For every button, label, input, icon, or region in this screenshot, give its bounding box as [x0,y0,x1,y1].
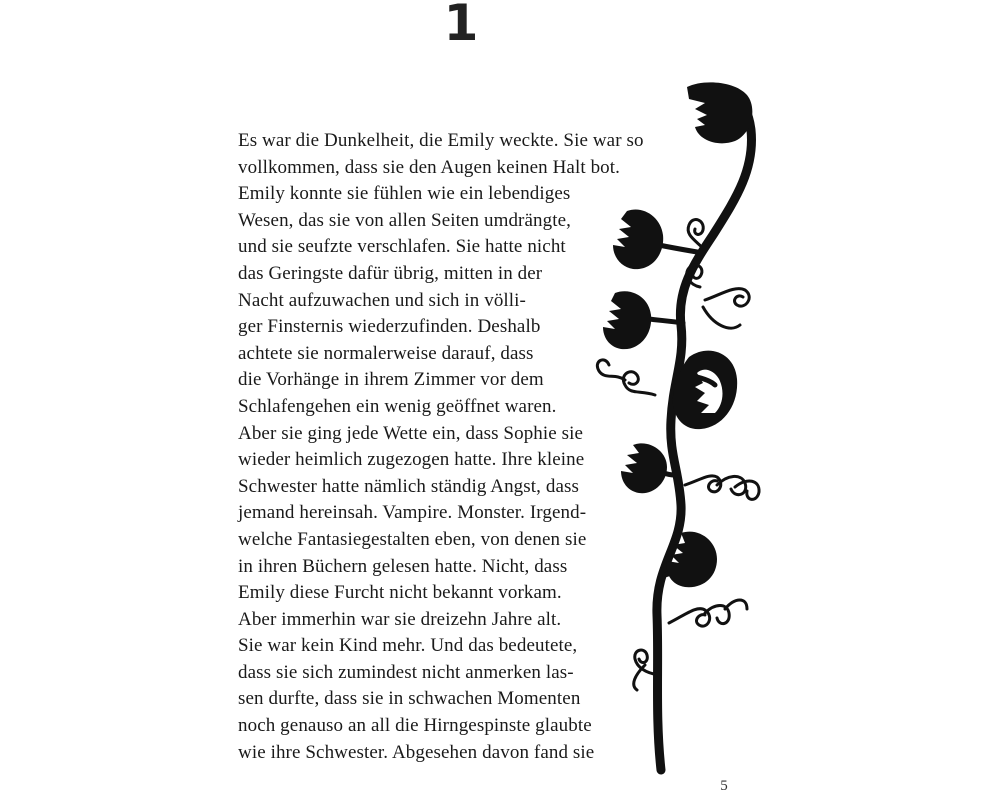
text-line: Aber sie ging jede Wette ein, dass Sophie sie [238,422,584,444]
text-line: Aber immerhin war sie dreizehn Jahre alt. [238,608,562,630]
text-line: Sie war kein Kind mehr. Und das bedeutete, [238,635,578,657]
tendril-curl [705,289,749,306]
text-line: das Geringste dafür übrig, mitten in der [238,262,543,284]
tendril-curl [669,609,710,626]
fanged-pod [687,82,752,143]
text-line: in ihren Büchern gelesen hatte. Nicht, dass [238,555,568,577]
text-line: die Vorhänge in ihrem Zimmer vor dem [238,369,544,391]
text-line: achtete sie normalerweise darauf, dass [238,342,534,364]
fanged-pod [613,209,663,269]
text-line: jemand hereinsah. Vampire. Monster. Irgend- [238,502,587,524]
text-line: ger Finsternis wiederzufinden. Deshalb [238,316,541,338]
vine-stem [657,99,752,770]
tendril-curl [735,481,759,499]
text-line: wieder heimlich zugezogen hatte. Ihre kleine [238,449,585,471]
text-line: Emily diese Furcht nicht bekannt vorkam. [238,582,562,604]
text-line: sen durfte, dass sie in schwachen Momenten [238,688,581,710]
text-line: Es war die Dunkelheit, die Emily weckte. Sie war so [238,130,644,151]
text-line: Schlafengehen ein wenig geöffnet waren. [238,395,557,417]
text-line: noch genauso an all die Hirngespinste glaubte [238,715,592,737]
text-line: Wesen, das sie von allen Seiten umdrängte, [238,209,571,231]
fanged-pod [603,291,651,349]
text-line: vollkommen, dass sie den Augen keinen Halt bot. [238,156,620,178]
tendril-curl [703,307,740,328]
fanged-pod [621,443,667,493]
text-line: wie ihre Schwester. Abgesehen davon fand sie [238,741,595,763]
tendril-curl [597,360,625,380]
text-line: Schwester hatte nämlich ständig Angst, dass [238,475,579,497]
text-line: Nacht aufzuwachen und sich in völli- [238,289,526,311]
carnivorous-vine-illustration [585,75,765,775]
tendril-curl [685,476,721,492]
text-line: Emily konnte sie fühlen wie ein lebendiges [238,183,571,205]
text-line: und sie seufzte verschlafen. Sie hatte nicht [238,236,566,258]
tendril-curl [623,372,655,395]
text-line: welche Fantasiegestalten eben, von denen sie [238,528,587,550]
chapter-number: 1 [443,0,479,52]
page-number: 5 [720,778,728,794]
text-line: dass sie sich zumindest nicht anmerken las- [238,661,574,683]
